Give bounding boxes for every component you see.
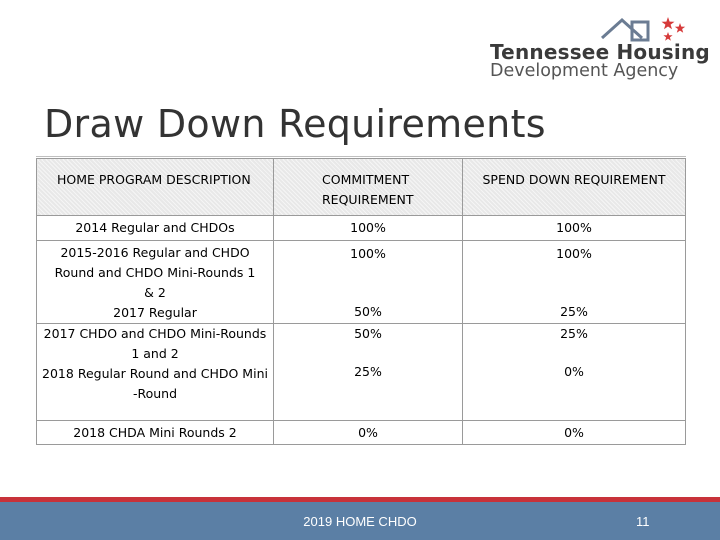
table-row <box>37 241 686 324</box>
row-commitment-value: 100% <box>350 246 386 261</box>
row-spend <box>463 324 686 421</box>
row-description-line: & 2 <box>144 285 166 300</box>
tennessee-housing-logo <box>488 14 708 84</box>
slide-footer <box>0 497 720 540</box>
table-header-row <box>37 159 686 216</box>
row-description: 2018 CHDA Mini Rounds 2 <box>37 421 274 445</box>
page-title: Draw Down Requirements <box>44 102 546 146</box>
footer-text: 2019 HOME CHDO <box>303 514 417 529</box>
logo-text-line2: Development Agency <box>490 61 679 81</box>
header-commitment <box>274 159 463 216</box>
page-number: 11 <box>636 514 650 529</box>
title-divider <box>36 156 686 157</box>
row-description <box>37 324 274 421</box>
row-spend: 0% <box>463 421 686 445</box>
table-row <box>37 324 686 421</box>
row-description-line: 2018 Regular Round and CHDO Mini <box>42 366 268 381</box>
row-commitment <box>274 324 463 421</box>
row-description-line: 2015-2016 Regular and CHDO <box>60 245 250 260</box>
table-row <box>37 421 686 445</box>
row-spend-value: 25% <box>560 326 588 341</box>
row-spend <box>463 241 686 324</box>
row-commitment <box>274 241 463 324</box>
header-description <box>37 159 274 216</box>
header-commitment-label <box>274 159 462 210</box>
row-commitment: 100% <box>274 216 463 241</box>
row-description-line: 2017 CHDO and CHDO Mini-Rounds <box>43 326 267 341</box>
header-description-label: HOME PROGRAM DESCRIPTION <box>57 172 251 187</box>
row-description-line: Round and CHDO Mini-Rounds 1 <box>54 265 256 280</box>
row-commitment-value: 50% <box>354 326 382 341</box>
row-description-line: 2017 Regular <box>113 305 197 320</box>
draw-down-requirements-table <box>36 158 686 445</box>
row-spend: 100% <box>463 216 686 241</box>
row-commitment: 0% <box>274 421 463 445</box>
header-commitment-line1: COMMITMENT <box>322 172 410 187</box>
row-spend-value: 0% <box>564 364 584 379</box>
row-description: 2014 Regular and CHDOs <box>37 216 274 241</box>
row-description-line: -Round <box>132 386 178 401</box>
row-description <box>37 241 274 324</box>
row-commitment-value: 50% <box>354 304 382 319</box>
row-spend-value: 100% <box>556 246 592 261</box>
logo-text-line1: Tennessee Housing <box>490 40 710 64</box>
header-spend-label: SPEND DOWN REQUIREMENT <box>482 172 666 187</box>
row-spend-value: 25% <box>560 304 588 319</box>
header-commitment-line2: REQUIREMENT <box>322 192 414 207</box>
header-spend <box>463 159 686 216</box>
row-description-line: 1 and 2 <box>131 346 179 361</box>
table-row <box>37 216 686 241</box>
row-commitment-value: 25% <box>354 364 382 379</box>
